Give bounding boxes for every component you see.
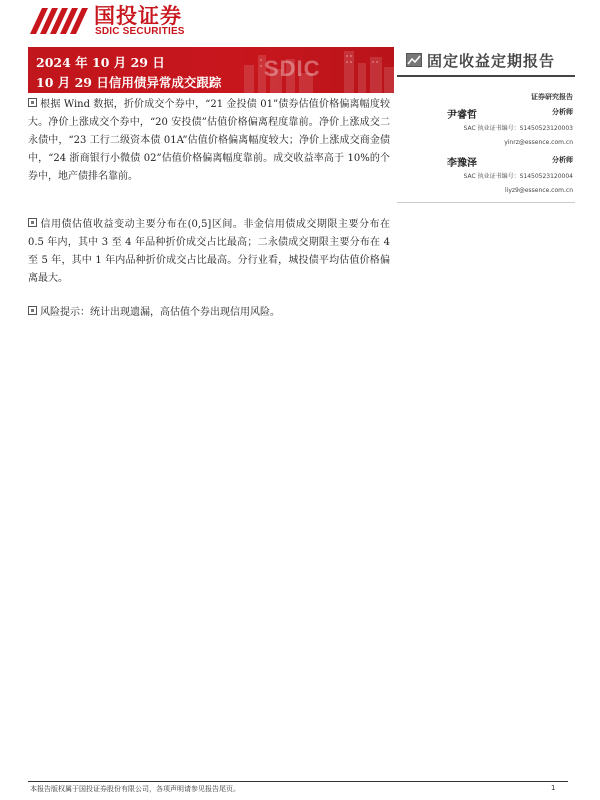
- summary-paragraph: [28, 216, 390, 288]
- logo-english-name: SDIC SECURITIES: [95, 26, 185, 37]
- analyst-title: 分析师: [552, 108, 573, 116]
- analyst-email[interactable]: yinrz@essence.com.cn: [504, 139, 573, 146]
- bullet-box-icon: [28, 218, 37, 227]
- analyst-card: [397, 106, 575, 154]
- bullet-box-icon: [28, 98, 37, 107]
- report-type-label: 固定收益定期报告: [427, 52, 556, 70]
- logo-chinese-name: 国投证券: [94, 4, 182, 28]
- paragraph-text: 根据 Wind 数据，折价成交个券中，“21 金投债 01”债券估值价格偏离幅度较大。净价上涨成交个券中，“20 安投债”估值价格偏离程度靠前。净价上涨成交二永债中，“23 工行二级资本债 01A”估值价格偏离幅度较大；净价上涨成交商金债中，“24 浙商银行小微债 02”估值价格偏离幅度靠前。成交收益率高于 10%的个券中，地产债排名靠前。: [28, 99, 390, 182]
- risk-paragraph: [28, 304, 390, 322]
- company-logo: [28, 4, 228, 36]
- report-date: 2024 年 10 月 29 日: [36, 55, 165, 70]
- title-banner: [28, 47, 394, 93]
- footer-disclaimer: 本报告版权属于国投证券股份有限公司，各项声明请参见报告尾页。: [30, 785, 240, 793]
- divider: [397, 202, 575, 203]
- report-type-header: [397, 47, 575, 77]
- analyst-card: [397, 154, 575, 202]
- paragraph-text: 风险提示：统计出现遗漏，高估值个券出现信用风险。: [40, 307, 280, 318]
- summary-paragraph: [28, 96, 390, 186]
- bullet-box-icon: [28, 306, 37, 315]
- analyst-name: 尹睿哲: [447, 110, 477, 121]
- analyst-name: 李豫泽: [447, 158, 477, 169]
- analyst-sac-number: SAC 执业证书编号：S1450523120004: [463, 173, 573, 180]
- research-tag: 证券研究报告: [531, 93, 573, 101]
- report-title: 10 月 29 日信用债异常成交跟踪: [36, 75, 222, 90]
- analyst-sac-number: SAC 执业证书编号：S1450523120003: [463, 125, 573, 132]
- chart-icon: [406, 53, 422, 67]
- sdic-logo-icon: [28, 4, 90, 36]
- banner-watermark: SDIC: [264, 56, 321, 81]
- analyst-title: 分析师: [552, 156, 573, 164]
- analyst-email[interactable]: liyz9@essence.com.cn: [504, 187, 573, 194]
- footer-divider: [28, 781, 568, 782]
- page-number: 1: [551, 784, 556, 792]
- paragraph-text: 信用债估值收益变动主要分布在(0,5]区间。非金信用债成交期限主要分布在 0.5 年内，其中 3 至 4 年品种折价成交占比最高；二永债成交期限主要分布在 4 至 5 年，其中 1 年内品种折价成交占比最高。分行业看，城投债平均估值价格偏离最大。: [28, 219, 390, 284]
